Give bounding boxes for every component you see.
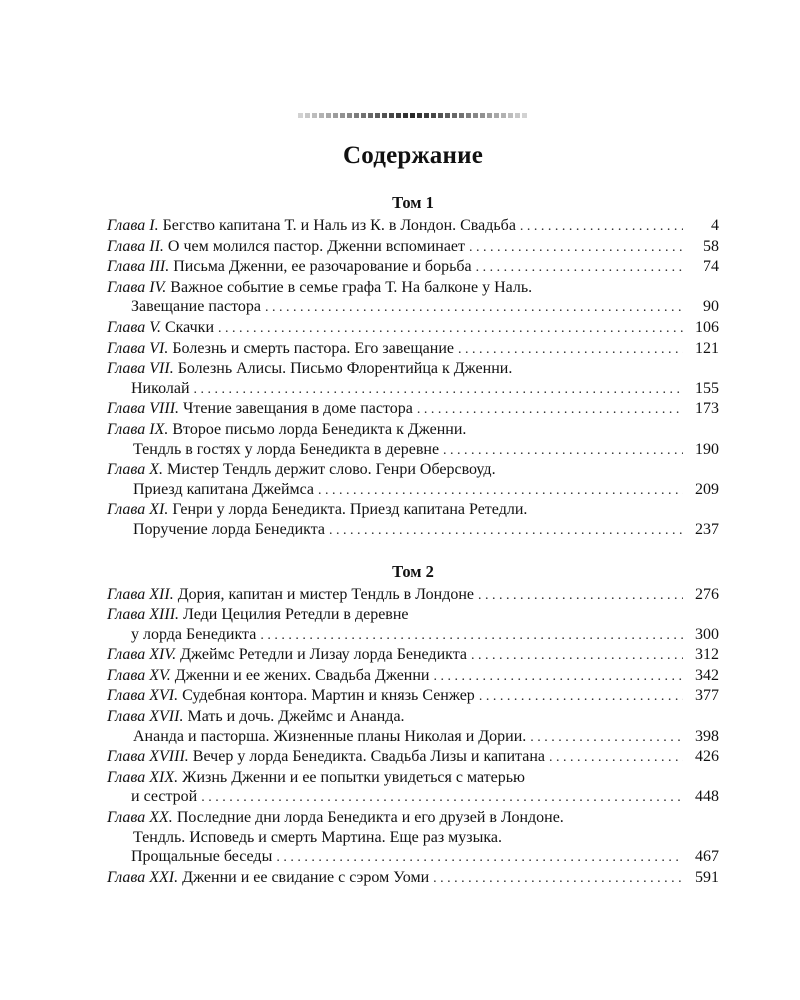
dot-leader [318, 481, 683, 501]
chapter-label: Глава IX. [107, 420, 169, 438]
chapter-title: Письма Дженни, ее разочарование и борьба [173, 258, 472, 276]
toc-line [107, 645, 719, 666]
dot-leader [471, 646, 683, 666]
page-number: 173 [695, 400, 719, 418]
toc-line [107, 257, 719, 278]
dot-leader [549, 748, 683, 768]
ornament-dot [333, 113, 338, 118]
toc-line [107, 747, 719, 768]
dot-leader [458, 340, 683, 360]
chapter-label: Глава XXI. [107, 868, 179, 886]
chapter-title: Тендль в гостях у лорда Бенедикта в деревне [133, 440, 440, 458]
toc-entry [107, 237, 719, 258]
chapter-label: Глава I. [107, 217, 159, 234]
chapter-title: Болезнь Алисы. Письмо Флорентийца к Дженни. [177, 360, 513, 378]
page-number: 300 [695, 625, 719, 643]
chapter-title: Генри у лорда Бенедикта. Приезд капитана Ретедли. [172, 501, 528, 519]
toc-entry [107, 420, 719, 460]
chapter-label: Глава V. [107, 318, 161, 336]
chapter-label: Глава X. [107, 461, 164, 479]
toc-entry [107, 318, 719, 339]
chapter-title: Леди Цецилия Ретедли в деревне [183, 606, 409, 624]
toc-line [107, 666, 719, 687]
page-number: 342 [695, 666, 719, 684]
toc-entry [107, 278, 719, 318]
chapter-title: Дория, капитан и мистер Тендль в Лондоне [177, 585, 474, 603]
page-title: Содержание [342, 142, 483, 169]
toc-entry [107, 460, 719, 500]
dot-leader [433, 869, 683, 889]
dot-leader [433, 667, 683, 687]
ornament-divider [297, 112, 529, 120]
toc-line [107, 868, 719, 889]
dot-leader [479, 687, 683, 707]
ornament-dot [508, 113, 513, 118]
page-number: 448 [695, 788, 719, 806]
ornament-dot [368, 113, 373, 118]
chapter-title: Скачки [164, 318, 215, 336]
ornament-dot [354, 113, 359, 118]
chapter-title: О чем молился пастор. Дженни вспоминает [167, 237, 466, 255]
toc-entry [107, 868, 719, 889]
chapter-title: Тендль. Исповедь и смерть Мартина. Еще раз музыка. [133, 828, 503, 846]
chapter-label: Глава XIII. [107, 606, 180, 624]
toc-entry [107, 666, 719, 687]
dot-leader [276, 848, 683, 868]
chapter-label: Глава II. [107, 237, 164, 255]
page-number: 467 [695, 848, 719, 866]
page-number: 155 [695, 379, 719, 397]
toc-line [107, 847, 719, 868]
ornament-dot [424, 113, 429, 118]
chapter-label: Глава XI. [107, 501, 169, 519]
ornament-dot [361, 113, 366, 118]
ornament-dot [480, 113, 485, 118]
ornament-dot [438, 113, 443, 118]
dot-leader [469, 238, 683, 258]
dot-leader [443, 441, 683, 461]
chapter-title: Джеймс Ретедли и Лизау лорда Бенедикта [180, 646, 467, 664]
chapter-label: Глава III. [107, 258, 170, 276]
contents-list [107, 192, 719, 888]
chapter-title: Вечер у лорда Бенедикта. Свадьба Лизы и капитана [192, 748, 545, 766]
chapter-label: Глава XX. [107, 809, 173, 827]
ornament-dot [445, 113, 450, 118]
ornament-dot [326, 113, 331, 118]
chapter-label: Глава VIII. [107, 400, 180, 418]
dot-leader [194, 380, 683, 400]
toc-entry [107, 686, 719, 707]
page-number: 377 [695, 687, 719, 705]
ornament-dot [389, 113, 394, 118]
volume-heading: Том 2 [392, 561, 434, 581]
toc-line [107, 216, 719, 237]
volume-heading: Том 1 [392, 193, 434, 212]
toc-entry [107, 257, 719, 278]
ornament-dot [298, 113, 303, 118]
toc-entry [107, 399, 719, 420]
chapter-label: Глава XIX. [107, 768, 179, 786]
toc-entry [107, 707, 719, 747]
toc-line [107, 237, 719, 258]
dot-leader [260, 626, 683, 646]
dot-leader [417, 400, 683, 420]
chapter-label: Глава VII. [107, 360, 174, 378]
chapter-label: Глава XII. [107, 585, 174, 603]
chapter-title: Болезнь и смерть пастора. Его завещание [172, 339, 454, 357]
ornament-dot [452, 113, 457, 118]
toc-entry [107, 645, 719, 666]
page-number: 121 [695, 339, 719, 357]
ornament-dot [459, 113, 464, 118]
page-number: 426 [695, 748, 719, 766]
dot-leader [218, 319, 683, 339]
toc-line [107, 460, 719, 480]
dot-leader [478, 586, 683, 606]
toc-line [107, 278, 719, 298]
toc-line [107, 399, 719, 420]
page-number: 106 [695, 318, 719, 336]
dot-leader [520, 217, 683, 237]
ornament-dot [417, 113, 422, 118]
ornament-dot [473, 113, 478, 118]
page-number: 4 [711, 217, 719, 234]
dot-leader [530, 728, 683, 748]
ornament-dot [396, 113, 401, 118]
chapter-title: Приезд капитана Джеймса [133, 480, 315, 498]
chapter-title: Прощальные беседы [131, 848, 273, 866]
chapter-title: у лорда Бенедикта [131, 625, 257, 643]
toc-line [107, 707, 719, 727]
chapter-title: Поручение лорда Бенедикта [133, 520, 326, 538]
toc-line [107, 520, 719, 541]
toc-line [107, 768, 719, 788]
ornament-dot [347, 113, 352, 118]
ornament-dot [403, 113, 408, 118]
page-number: 312 [695, 646, 719, 664]
toc-line [107, 585, 719, 606]
ornament-dot [319, 113, 324, 118]
page-number: 190 [695, 440, 719, 458]
toc-entry [107, 585, 719, 606]
chapter-label: Глава XVI. [107, 687, 179, 705]
toc-line [107, 828, 719, 848]
toc-line [107, 318, 719, 339]
page-number: 591 [695, 868, 719, 886]
dot-leader [201, 788, 683, 808]
toc-line [107, 359, 719, 379]
page-number: 276 [695, 585, 719, 603]
chapter-title: Важное событие в семье графа Т. На балконе у Наль. [170, 278, 533, 296]
page-number: 209 [695, 480, 719, 498]
ornament-dot [466, 113, 471, 118]
toc-line [107, 420, 719, 440]
chapter-label: Глава XIV. [107, 646, 177, 664]
chapter-title: Жизнь Дженни и ее попытки увидеться с матерью [182, 768, 525, 786]
chapter-title: Мистер Тендль держит слово. Генри Оберсвоуд. [167, 461, 496, 479]
ornament-dot [305, 113, 310, 118]
chapter-title: Бегство капитана Т. и Наль из К. в Лондон. Свадьба [162, 217, 516, 234]
chapter-label: Глава VI. [107, 339, 169, 357]
toc-line [107, 500, 719, 520]
chapter-title: Дженни и ее свидание с сэром Уоми [182, 868, 430, 886]
chapter-title: Николай [131, 379, 190, 397]
ornament-dot [375, 113, 380, 118]
toc-line [107, 686, 719, 707]
dot-leader [265, 298, 683, 318]
toc-entry [107, 808, 719, 868]
chapter-title: Судебная контора. Мартин и князь Сенжер [182, 687, 475, 705]
toc-entry [107, 747, 719, 768]
chapter-title: и сестрой [131, 788, 198, 806]
ornament-dot [515, 113, 520, 118]
chapter-title: Завещание пастора [131, 298, 261, 316]
chapter-title: Дженни и ее жених. Свадьба Дженни [174, 666, 430, 684]
toc-entry [107, 605, 719, 645]
ornament-dot [522, 113, 527, 118]
toc-entry [107, 500, 719, 540]
toc-line [107, 787, 719, 808]
contents-page [107, 112, 719, 888]
page-number: 74 [703, 258, 719, 276]
toc-line [107, 480, 719, 501]
chapter-title: Мать и дочь. Джеймс и Ананда. [187, 708, 405, 726]
chapter-title: Последние дни лорда Бенедикта и его друзей в Лондоне. [176, 809, 564, 827]
ornament-dot [501, 113, 506, 118]
dot-leader [476, 258, 683, 278]
chapter-label: Глава XVII. [107, 708, 184, 726]
toc-entry [107, 216, 719, 237]
ornament-dot [410, 113, 415, 118]
toc-line [107, 297, 719, 318]
page-number: 58 [703, 237, 719, 255]
toc-line [107, 727, 719, 748]
toc-entry [107, 359, 719, 399]
toc-entry [107, 339, 719, 360]
toc-line [107, 379, 719, 400]
chapter-label: Глава XVIII. [107, 748, 189, 766]
page-number: 237 [695, 520, 719, 538]
chapter-label: Глава XV. [107, 666, 171, 684]
page-number: 90 [703, 298, 719, 316]
dot-leader [329, 521, 683, 541]
page-number: 398 [695, 727, 719, 745]
ornament-dot [340, 113, 345, 118]
ornament-dot [487, 113, 492, 118]
ornament-dot [382, 113, 387, 118]
chapter-title: Ананда и пасторша. Жизненные планы Николая и Дории. [133, 727, 527, 745]
toc-line [107, 440, 719, 461]
toc-entry [107, 768, 719, 808]
ornament-dot [312, 113, 317, 118]
chapter-title: Чтение завещания в доме пастора [183, 400, 413, 418]
chapter-label: Глава IV. [107, 278, 167, 296]
toc-line [107, 808, 719, 828]
toc-line [107, 605, 719, 625]
toc-line [107, 339, 719, 360]
toc-line [107, 625, 719, 646]
chapter-title: Второе письмо лорда Бенедикта к Дженни. [172, 420, 467, 438]
ornament-dot [431, 113, 436, 118]
ornament-dot [494, 113, 499, 118]
